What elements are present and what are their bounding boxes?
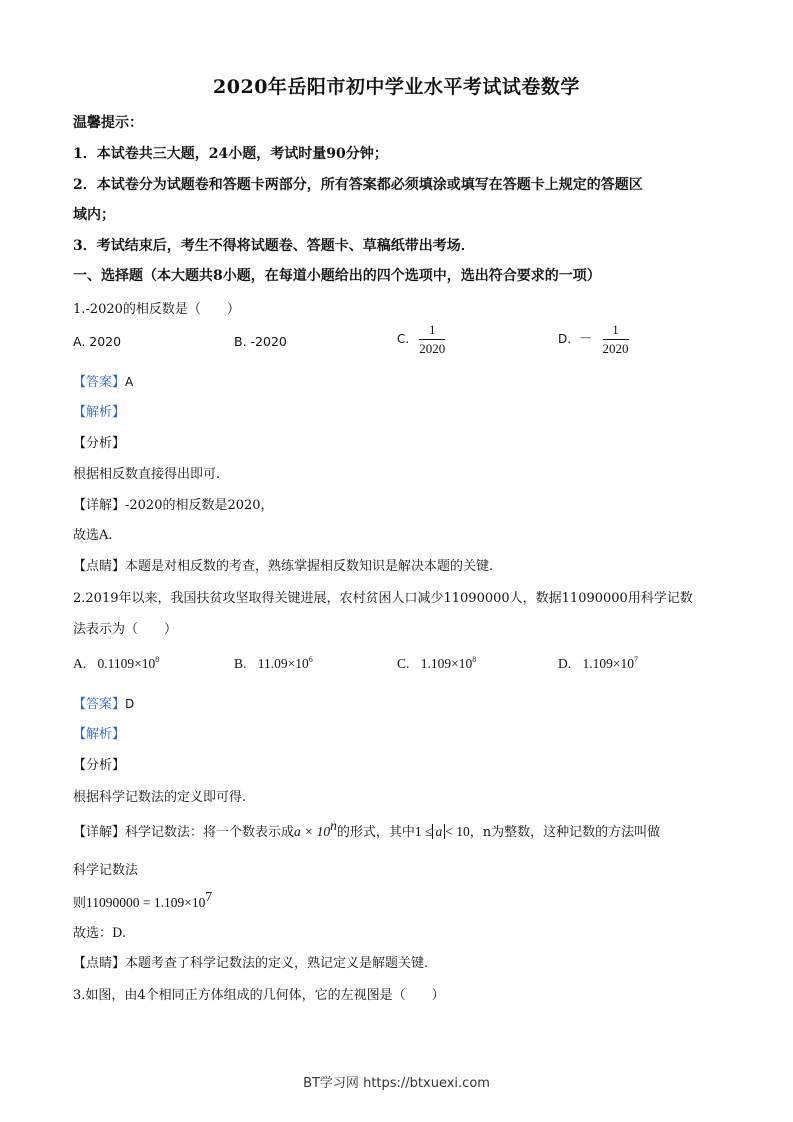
q2-option-a-value: 0.1109×10: [97, 656, 156, 671]
notice-heading: 温馨提示：: [73, 115, 143, 131]
question-3-stem: 3.如图，由4个相同正方体组成的几何体，它的左视图是（ ）: [73, 988, 445, 1003]
q2-fenxi-text: 根据科学记数法的定义即可得.: [73, 790, 247, 805]
minus-sign: －: [579, 331, 593, 346]
q1-detail: 【详解】-2020的相反数是2020，: [73, 498, 274, 513]
footer-url[interactable]: https://btxuexi.com: [363, 1076, 490, 1091]
q1-option-d: [558, 322, 629, 357]
q2-comment: 【点睛】本题考查了科学记数法的定义，熟记定义是解题关键.: [73, 956, 429, 971]
exponent: 8: [472, 655, 477, 664]
q2-detail-ineq-left: 1 ≤: [414, 824, 433, 839]
q2-option-b-label: B.: [234, 656, 247, 671]
q2-detail-ineq-right: < 10: [445, 824, 470, 839]
exponent: 7: [205, 889, 213, 904]
q2-then-pre: 则: [73, 896, 87, 911]
q2-option-c-value: 1.109×10: [420, 656, 473, 671]
footer-brand: BT学习网: [303, 1076, 359, 1091]
q2-option-c-label: C.: [397, 656, 410, 671]
q2-answer: [73, 693, 134, 712]
notice-item-2-cont: 域内；: [73, 207, 115, 223]
q2-option-b-value: 11.09×10: [257, 656, 309, 671]
q1-fenxi-tag: 【分析】: [73, 436, 126, 451]
q1-option-b: B. -2020: [234, 334, 287, 349]
q2-then-expr: 11090000 = 1.109×10: [86, 895, 206, 910]
exponent: 6: [308, 655, 313, 664]
q2-option-c: [397, 656, 476, 672]
q2-option-a-label: A.: [73, 656, 87, 671]
question-2-stem-1: 2.2019年以来，我国扶贫攻坚取得关键进展，农村贫困人口减少11090000人，数据11090000用科学记数: [73, 591, 693, 606]
q2-option-d-label: D.: [558, 656, 572, 671]
q1-comment: 【点睛】本题是对相反数的考查，熟练掌握相反数知识是解决本题的关键.: [73, 559, 494, 574]
q2-option-b: [234, 656, 313, 672]
q2-fenxi-tag: 【分析】: [73, 758, 126, 773]
q1-option-c: [397, 322, 445, 357]
q2-detail-post: ，n为整数，这种记数的方法叫做: [469, 825, 661, 840]
section-heading-choice: 一、选择题（本大题共8小题，在每道小题给出的四个选项中，选出符合要求的一项）: [73, 268, 601, 284]
answer-tag: 【答案】: [73, 697, 126, 712]
q2-analysis-tag: 【解析】: [73, 727, 126, 742]
q1-option-a: A. 2020: [73, 334, 122, 349]
q1-answer: [73, 371, 133, 390]
question-1-stem: 1.-2020的相反数是（ ）: [73, 302, 240, 317]
q2-choose: 故选：D.: [73, 926, 127, 941]
q2-then: [73, 889, 213, 911]
q2-option-d: [558, 656, 638, 672]
q2-detail-line-2: 科学记数法: [73, 863, 139, 878]
q1-option-c-fraction: [419, 322, 445, 357]
q2-detail-mid: 的形式，其中: [336, 825, 415, 840]
q2-option-d-value: 1.109×10: [582, 656, 634, 671]
question-2-stem-2: 法表示为（ ）: [73, 622, 178, 637]
q1-option-c-label: C.: [397, 332, 410, 346]
notice-item-1: 1．本试卷共三大题，24小题，考试时量90分钟；: [73, 146, 388, 162]
fraction-numerator: 1: [603, 322, 629, 340]
q1-choose: 故选A.: [73, 528, 113, 543]
q2-detail: [73, 818, 661, 840]
absolute-value: a: [432, 824, 445, 839]
page-title: 2020年岳阳市初中学业水平考试试卷数学: [213, 76, 580, 98]
q1-analysis-tag: 【解析】: [73, 405, 126, 420]
q2-detail-pre: 【详解】科学记数法：将一个数表示成: [73, 825, 295, 840]
q1-fenxi-text: 根据相反数直接得出即可.: [73, 467, 221, 482]
answer-tag: 【答案】: [73, 375, 126, 390]
notice-item-3: 3．考试结束后，考生不得将试题卷、答题卡、草稿纸带出考场．: [73, 238, 475, 254]
fraction-denominator: 2020: [419, 341, 446, 356]
exponent: n: [330, 818, 337, 833]
notice-item-2: 2．本试卷分为试题卷和答题卡两部分，所有答案都必须填涂或填写在答题卡上规定的答题区: [73, 177, 643, 193]
exponent: 8: [155, 655, 160, 664]
q1-option-d-fraction: [603, 322, 629, 357]
answer-value: A: [125, 375, 134, 389]
q1-option-d-label: D.: [558, 332, 572, 346]
exponent: 7: [634, 655, 638, 664]
q2-detail-expr: a × 10: [294, 824, 331, 839]
answer-value: D: [125, 697, 135, 711]
q2-option-a: [73, 656, 159, 672]
fraction-denominator: 2020: [602, 341, 629, 356]
page-footer: [0, 1072, 793, 1091]
fraction-numerator: 1: [419, 322, 445, 340]
